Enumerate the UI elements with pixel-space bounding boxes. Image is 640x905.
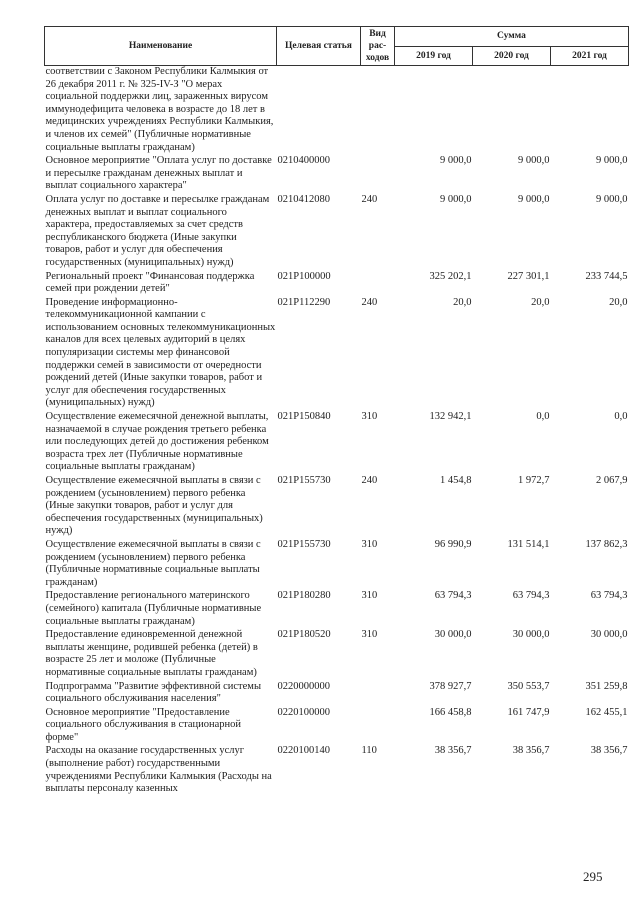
table-row [45,707,629,746]
header-name: Наименование [45,27,277,66]
row-sum-2020: 38 356,7 [512,745,550,757]
budget-table [44,26,629,797]
row-name: Региональный проект "Финансовая поддержка семей при рождении детей" [45,270,255,295]
table-row [45,411,629,475]
table-row [45,681,629,707]
row-type [361,155,395,194]
row-name: Осуществление ежемесячной денежной выплаты, назначаемой в случае рождения третьего ребенка или последующих детей до достижения ребенком возраста трех лет (Публичные нормативные социальные выплаты гражданам) [45,411,269,473]
row-sum-2019: 38 356,7 [434,745,472,757]
row-sum-2019: 378 927,7 [429,680,472,692]
row-sum-2020: 9 000,0 [518,193,550,205]
row-type: 310 [361,538,378,550]
row-type: 240 [361,296,378,308]
row-sum-2021: 20,0 [609,296,628,308]
row-name: Подпрограмма "Развитие эффективной системы социального обслуживания населения" [45,680,261,705]
row-sum-2021: 137 862,3 [585,538,628,550]
row-type [361,66,395,156]
row-name: Основное мероприятие "Предоставление социального обслуживания в стационарной форме" [45,706,241,743]
row-sum-2019: 63 794,3 [434,590,472,602]
row-sum-2020: 0,0 [536,411,550,423]
table-header [45,27,629,66]
header-year-2020: 2020 год [473,46,551,66]
row-sum-2019: 166 458,8 [429,706,472,718]
row-name: Осуществление ежемесячной выплаты в связи с рождением (усыновлением) первого ребенка (Публичные нормативные социальные выплаты гражданам) [45,538,261,588]
table-row [45,155,629,194]
row-type: 310 [361,590,378,602]
header-type: Вид рас- ходов [361,27,395,66]
row-name: Предоставление единовременной денежной выплаты женщине, родившей ребенка (детей) в возрасте 25 лет и моложе (Публичные нормативные социальные выплаты гражданам) [45,629,258,678]
row-name: Проведение информационно-телекоммуникационной кампании с использованием основных телекоммуникационных каналов для всех целевых аудиторий в целях популяризации системы мер финансовой поддержки семей в зависимости от очередности рождений детей (Иные закупки товаров, работ и услуг для обеспечения государственных (муниципальных) нужд) [45,296,276,409]
row-sum-2020: 63 794,3 [512,590,550,602]
header-year-2021: 2021 год [551,46,629,66]
row-sum-2021 [551,66,629,156]
row-sum-2021: 63 794,3 [590,590,628,602]
row-code: 0210400000 [277,155,330,167]
row-sum-2019: 132 942,1 [429,411,472,423]
row-type [361,271,395,297]
row-code: 021P150840 [277,411,331,423]
row-code: 021P155730 [277,538,331,550]
table-row [45,297,629,411]
row-sum-2021: 233 744,5 [585,270,628,282]
row-code: 0220000000 [277,680,330,692]
row-code: 021P180280 [277,590,331,602]
row-name: соответствии с Законом Республики Калмыкия от 26 декабря 2011 г. № 325-IV-З "О мерах социальной поддержки лиц, зараженных вирусом иммунодефицита человека в возрасте до 18 лет в медицинских учреждениях Республики Калмыкия, и членов их семей" (Публичные нормативные социальные выплаты гражданам) [45,66,274,153]
row-sum-2021: 351 259,8 [585,680,628,692]
row-sum-2021: 9 000,0 [596,193,628,205]
row-code: 021P155730 [277,475,331,486]
row-sum-2020: 9 000,0 [518,155,550,167]
table-body [45,66,629,797]
row-sum-2021: 162 455,1 [585,706,628,718]
row-sum-2019 [395,66,473,156]
row-sum-2019: 9 000,0 [440,193,472,205]
row-name: Расходы на оказание государственных услуг (выполнение работ) государственными учреждениями Республики Калмыкия (Расходы на выплаты персоналу казенных [45,745,272,795]
row-name: Предоставление регионального материнского (семейного) капитала (Публичные нормативные социальные выплаты гражданам) [45,590,262,627]
row-sum-2020: 350 553,7 [507,680,550,692]
row-sum-2020: 20,0 [531,296,550,308]
row-sum-2019: 96 990,9 [434,538,472,550]
row-sum-2020 [473,66,551,156]
row-type [361,707,395,746]
row-sum-2019: 325 202,1 [429,270,472,282]
row-sum-2021: 0,0 [614,411,628,423]
row-code: 0220100000 [277,706,330,718]
row-sum-2020: 161 747,9 [507,706,550,718]
row-sum-2020: 1 972,7 [518,475,550,486]
table-row [45,194,629,271]
row-code [277,66,361,156]
row-name: Осуществление ежемесячной выплаты в связи с рождением (усыновлением) первого ребенка (Иные закупки товаров, работ и услуг для обеспечения государственных (муниципальных) нужд) [45,475,263,537]
row-sum-2020: 30 000,0 [512,629,550,641]
row-type: 240 [361,193,378,205]
table-row [45,475,629,539]
row-sum-2019: 9 000,0 [440,155,472,167]
header-code: Целевая статья [277,27,361,66]
row-type: 310 [361,629,378,641]
row-code: 021P112290 [277,296,331,308]
row-sum-2019: 30 000,0 [434,629,472,641]
table-row [45,590,629,629]
table-row [45,629,629,680]
row-code: 021P180520 [277,629,331,641]
row-sum-2020: 131 514,1 [507,538,550,550]
table-row [45,745,629,796]
header-year-2019: 2019 год [395,46,473,66]
row-type: 310 [361,411,378,423]
row-code: 021P100000 [277,270,331,282]
row-type: 110 [361,745,377,757]
row-sum-2020: 227 301,1 [507,270,550,282]
row-name: Основное мероприятие "Оплата услуг по доставке и пересылке гражданам денежных выплат и выплат социального характера" [45,155,272,192]
table-row [45,271,629,297]
row-sum-2019: 1 454,8 [440,475,472,486]
table-row [45,539,629,590]
row-code: 0210412080 [277,193,330,205]
row-name: Оплата услуг по доставке и пересылке гражданам денежных выплат и выплат социального характера, предоставляемых за счет средств республиканского бюджета (Иные закупки товаров, работ и услуг для обеспечения государственных (муниципальных) нужд) [45,193,270,268]
row-sum-2021: 9 000,0 [596,155,628,167]
row-sum-2019: 20,0 [453,296,472,308]
page-number: 295 [583,869,603,884]
row-sum-2021: 30 000,0 [590,629,628,641]
row-sum-2021: 2 067,9 [596,475,628,486]
row-type: 240 [361,475,378,486]
row-sum-2021: 38 356,7 [590,745,628,757]
table-row [45,66,629,156]
row-type [361,681,395,707]
row-code: 0220100140 [277,745,330,757]
header-sum: Сумма [395,27,629,47]
